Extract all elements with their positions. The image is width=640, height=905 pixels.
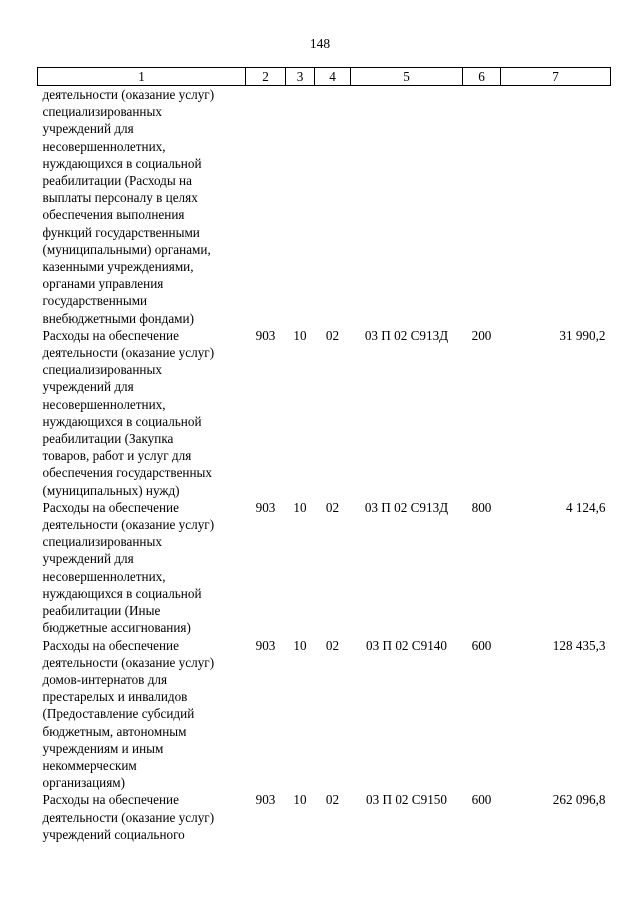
table-row (38, 637, 611, 792)
description-line: специализированных (42, 362, 162, 378)
description-line: некоммерческим (42, 757, 137, 773)
section-code: 10 (293, 327, 307, 343)
description-line: деятельности (оказание услуг) (42, 345, 215, 361)
subsection-code: 02 (325, 327, 340, 343)
description-line: реабилитации (Иные (42, 603, 161, 619)
section-code: 10 (293, 637, 307, 653)
description-line: организациям) (42, 775, 126, 791)
amount (501, 86, 611, 327)
description-line: специализированных (42, 534, 162, 550)
table-row (38, 327, 611, 499)
description-line: деятельности (оказание услуг) (42, 809, 215, 825)
column-header-1: 1 (38, 68, 246, 86)
description-line: внебюджетными фондами) (42, 310, 194, 326)
ministry-code: 903 (255, 499, 276, 515)
page-number: 148 (309, 36, 331, 51)
subsection-code: 02 (325, 499, 340, 515)
ministry-code: 903 (255, 792, 276, 808)
column-header-6: 6 (463, 68, 501, 86)
expense-type-code: 800 (471, 499, 492, 515)
description-line: Расходы на обеспечение (42, 499, 179, 515)
description-line: домов-интернатов для (42, 671, 168, 687)
description-line: реабилитации (Закупка (42, 431, 174, 447)
amount: 262 096,8 (552, 792, 606, 808)
table-body (38, 86, 611, 843)
subsection-code: 02 (325, 637, 340, 653)
description-line: деятельности (оказание услуг) (42, 87, 215, 102)
amount: 31 990,2 (559, 327, 606, 343)
description-line: (муниципальных) нужд) (42, 482, 180, 498)
target-article-code: 03 П 02 С913Д (364, 499, 449, 515)
column-header-3: 3 (286, 68, 315, 86)
description-line: престарелых и инвалидов (42, 689, 188, 705)
column-header-2: 2 (246, 68, 286, 86)
description-line: обеспечения государственных (42, 465, 212, 481)
expense-type-code (463, 86, 501, 327)
description-line: (Предоставление субсидий (42, 706, 195, 722)
target-article-code: 03 П 02 С913Д (364, 327, 449, 343)
table-header-row (38, 68, 611, 86)
expense-description (38, 791, 246, 843)
ministry-code (246, 86, 286, 327)
description-line: функций государственными (42, 224, 200, 240)
description-line: нуждающихся в социальной (42, 585, 202, 601)
description-line: обеспечения выполнения (42, 207, 185, 223)
section-code: 10 (293, 792, 307, 808)
section-code (286, 86, 315, 327)
description-line: органами управления (42, 276, 164, 292)
description-line: несовершеннолетних, (42, 396, 166, 412)
expense-description (38, 499, 246, 637)
description-line: учреждений социального (42, 826, 185, 842)
description-line: учреждений для (42, 379, 134, 395)
description-line: (муниципальными) органами, (42, 241, 211, 257)
description-line: бюджетным, автономным (42, 723, 187, 739)
amount: 128 435,3 (552, 637, 606, 653)
budget-table (37, 67, 611, 843)
description-line: несовершеннолетних, (42, 568, 166, 584)
description-line: учреждений для (42, 121, 134, 137)
section-code: 10 (293, 499, 307, 515)
description-line: казенными учреждениями, (42, 259, 194, 275)
description-line: государственными (42, 293, 148, 309)
column-header-4: 4 (315, 68, 351, 86)
description-line: товаров, работ и услуг для (42, 448, 192, 464)
description-line: специализированных (42, 104, 162, 120)
column-header-7: 7 (501, 68, 611, 86)
column-header-5: 5 (351, 68, 463, 86)
expense-type-code: 600 (471, 792, 492, 808)
target-article-code (351, 86, 463, 327)
description-line: нуждающихся в социальной (42, 155, 202, 171)
amount: 4 124,6 (565, 499, 606, 515)
table-row (38, 499, 611, 637)
subsection-code: 02 (325, 792, 340, 808)
target-article-code: 03 П 02 С9150 (366, 792, 447, 808)
description-line: несовершеннолетних, (42, 138, 166, 154)
description-line: бюджетные ассигнования) (42, 620, 191, 636)
expense-type-code: 200 (471, 327, 492, 343)
description-line: Расходы на обеспечение (42, 637, 179, 653)
description-line: нуждающихся в социальной (42, 413, 202, 429)
description-line: Расходы на обеспечение (42, 792, 179, 808)
ministry-code: 903 (255, 327, 276, 343)
description-line: учреждений для (42, 551, 134, 567)
description-line: учреждениям и иным (42, 740, 164, 756)
subsection-code (315, 86, 351, 327)
description-line: реабилитации (Расходы на (42, 173, 192, 189)
description-line: деятельности (оказание услуг) (42, 517, 215, 533)
table-row (38, 86, 611, 327)
description-line: деятельности (оказание услуг) (42, 654, 215, 670)
expense-description (38, 327, 246, 499)
expense-description (38, 637, 246, 792)
table-row (38, 791, 611, 843)
expense-type-code: 600 (471, 637, 492, 653)
ministry-code: 903 (255, 637, 276, 653)
description-line: выплаты персоналу в целях (42, 190, 198, 206)
target-article-code: 03 П 02 С9140 (366, 637, 447, 653)
expense-description (38, 86, 246, 327)
description-line: Расходы на обеспечение (42, 327, 179, 343)
